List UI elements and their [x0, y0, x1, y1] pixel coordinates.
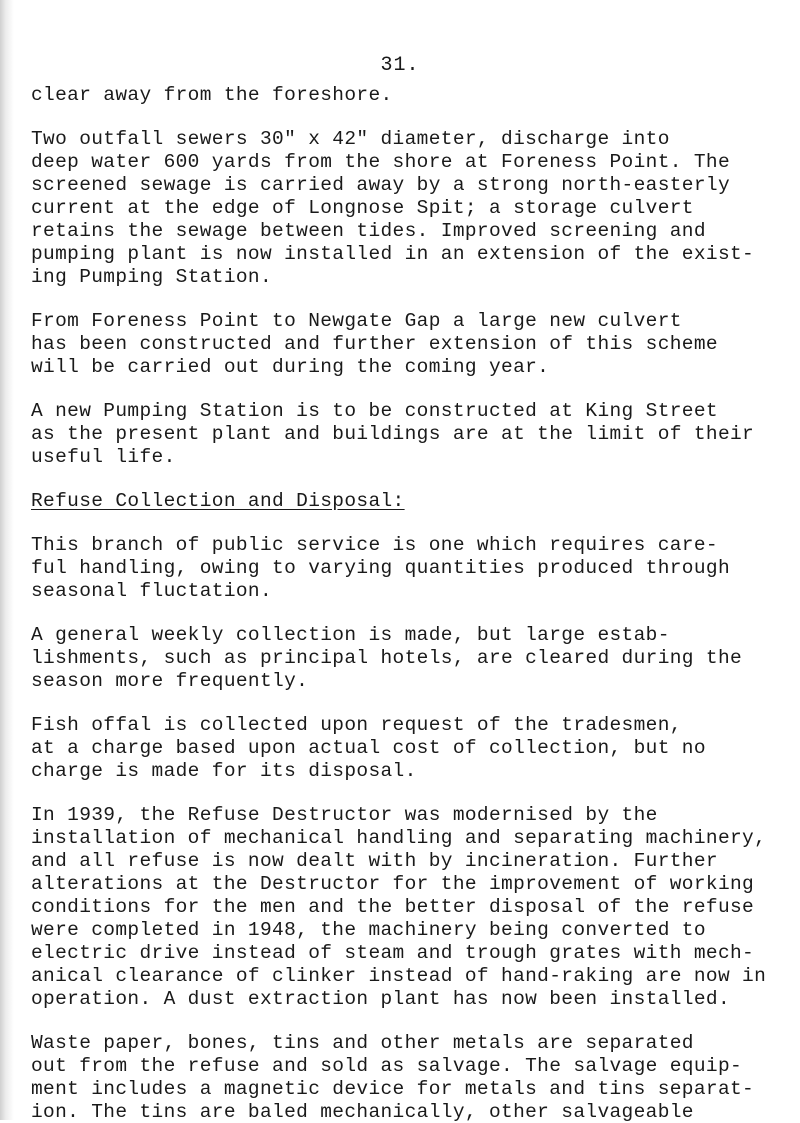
text-line: screened sewage is carried away by a strong north-easterly	[31, 174, 731, 196]
text-line: This branch of public service is one which requires care-	[31, 534, 718, 556]
text-line: charge is made for its disposal.	[31, 760, 417, 782]
text-line: ion. The tins are baled mechanically, other salvageable	[31, 1101, 694, 1123]
text-line: pumping plant is now installed in an extension of the exist-	[31, 243, 755, 265]
text-line: A general weekly collection is made, but large estab-	[31, 624, 670, 646]
text-line: conditions for the men and the better disposal of the refuse	[31, 896, 755, 918]
text-line: Fish offal is collected upon request of the tradesmen,	[31, 714, 682, 736]
text-line: season more frequently.	[31, 670, 309, 692]
text-line: retains the sewage between tides. Improved screening and	[31, 220, 706, 242]
text-line: Waste paper, bones, tins and other metals are separated	[31, 1032, 694, 1054]
text-line: out from the refuse and sold as salvage. The salvage equip-	[31, 1055, 743, 1077]
text-line: seasonal fluctation.	[31, 580, 273, 602]
text-line: at a charge based upon actual cost of collection, but no	[31, 737, 706, 759]
text-line: deep water 600 yards from the shore at Foreness Point. The	[31, 151, 731, 173]
text-line: has been constructed and further extension of this scheme	[31, 333, 718, 355]
section-heading: Refuse Collection and Disposal:	[31, 490, 405, 512]
text-line: electric drive instead of steam and trough grates with mech-	[31, 942, 755, 964]
page-number: 31.	[380, 54, 420, 77]
text-line: current at the edge of Longnose Spit; a storage culvert	[31, 197, 694, 219]
text-line: alterations at the Destructor for the improvement of working	[31, 873, 755, 895]
text-line: installation of mechanical handling and separating machinery,	[31, 827, 767, 849]
text-line: anical clearance of clinker instead of hand-raking are now in	[31, 965, 767, 987]
text-line: From Foreness Point to Newgate Gap a large new culvert	[31, 310, 682, 332]
text-line: lishments, such as principal hotels, are cleared during the	[31, 647, 743, 669]
page-edge-shadow	[0, 0, 14, 1120]
text-line: will be carried out during the coming year.	[31, 356, 550, 378]
text-line: In 1939, the Refuse Destructor was modernised by the	[31, 804, 658, 826]
text-line: ful handling, owing to varying quantities produced through	[31, 557, 731, 579]
text-line: as the present plant and buildings are at the limit of their	[31, 423, 755, 445]
text-line: clear away from the foreshore.	[31, 84, 393, 106]
text-line: ment includes a magnetic device for metals and tins separat-	[31, 1078, 755, 1100]
text-line: were completed in 1948, the machinery being converted to	[31, 919, 706, 941]
text-line: operation. A dust extraction plant has now been installed.	[31, 988, 731, 1010]
text-line: Two outfall sewers 30" x 42" diameter, discharge into	[31, 128, 670, 150]
text-line: ing Pumping Station.	[31, 266, 273, 288]
text-line: and all refuse is now dealt with by incineration. Further	[31, 850, 718, 872]
text-line: useful life.	[31, 446, 176, 468]
text-line: A new Pumping Station is to be constructed at King Street	[31, 400, 718, 422]
